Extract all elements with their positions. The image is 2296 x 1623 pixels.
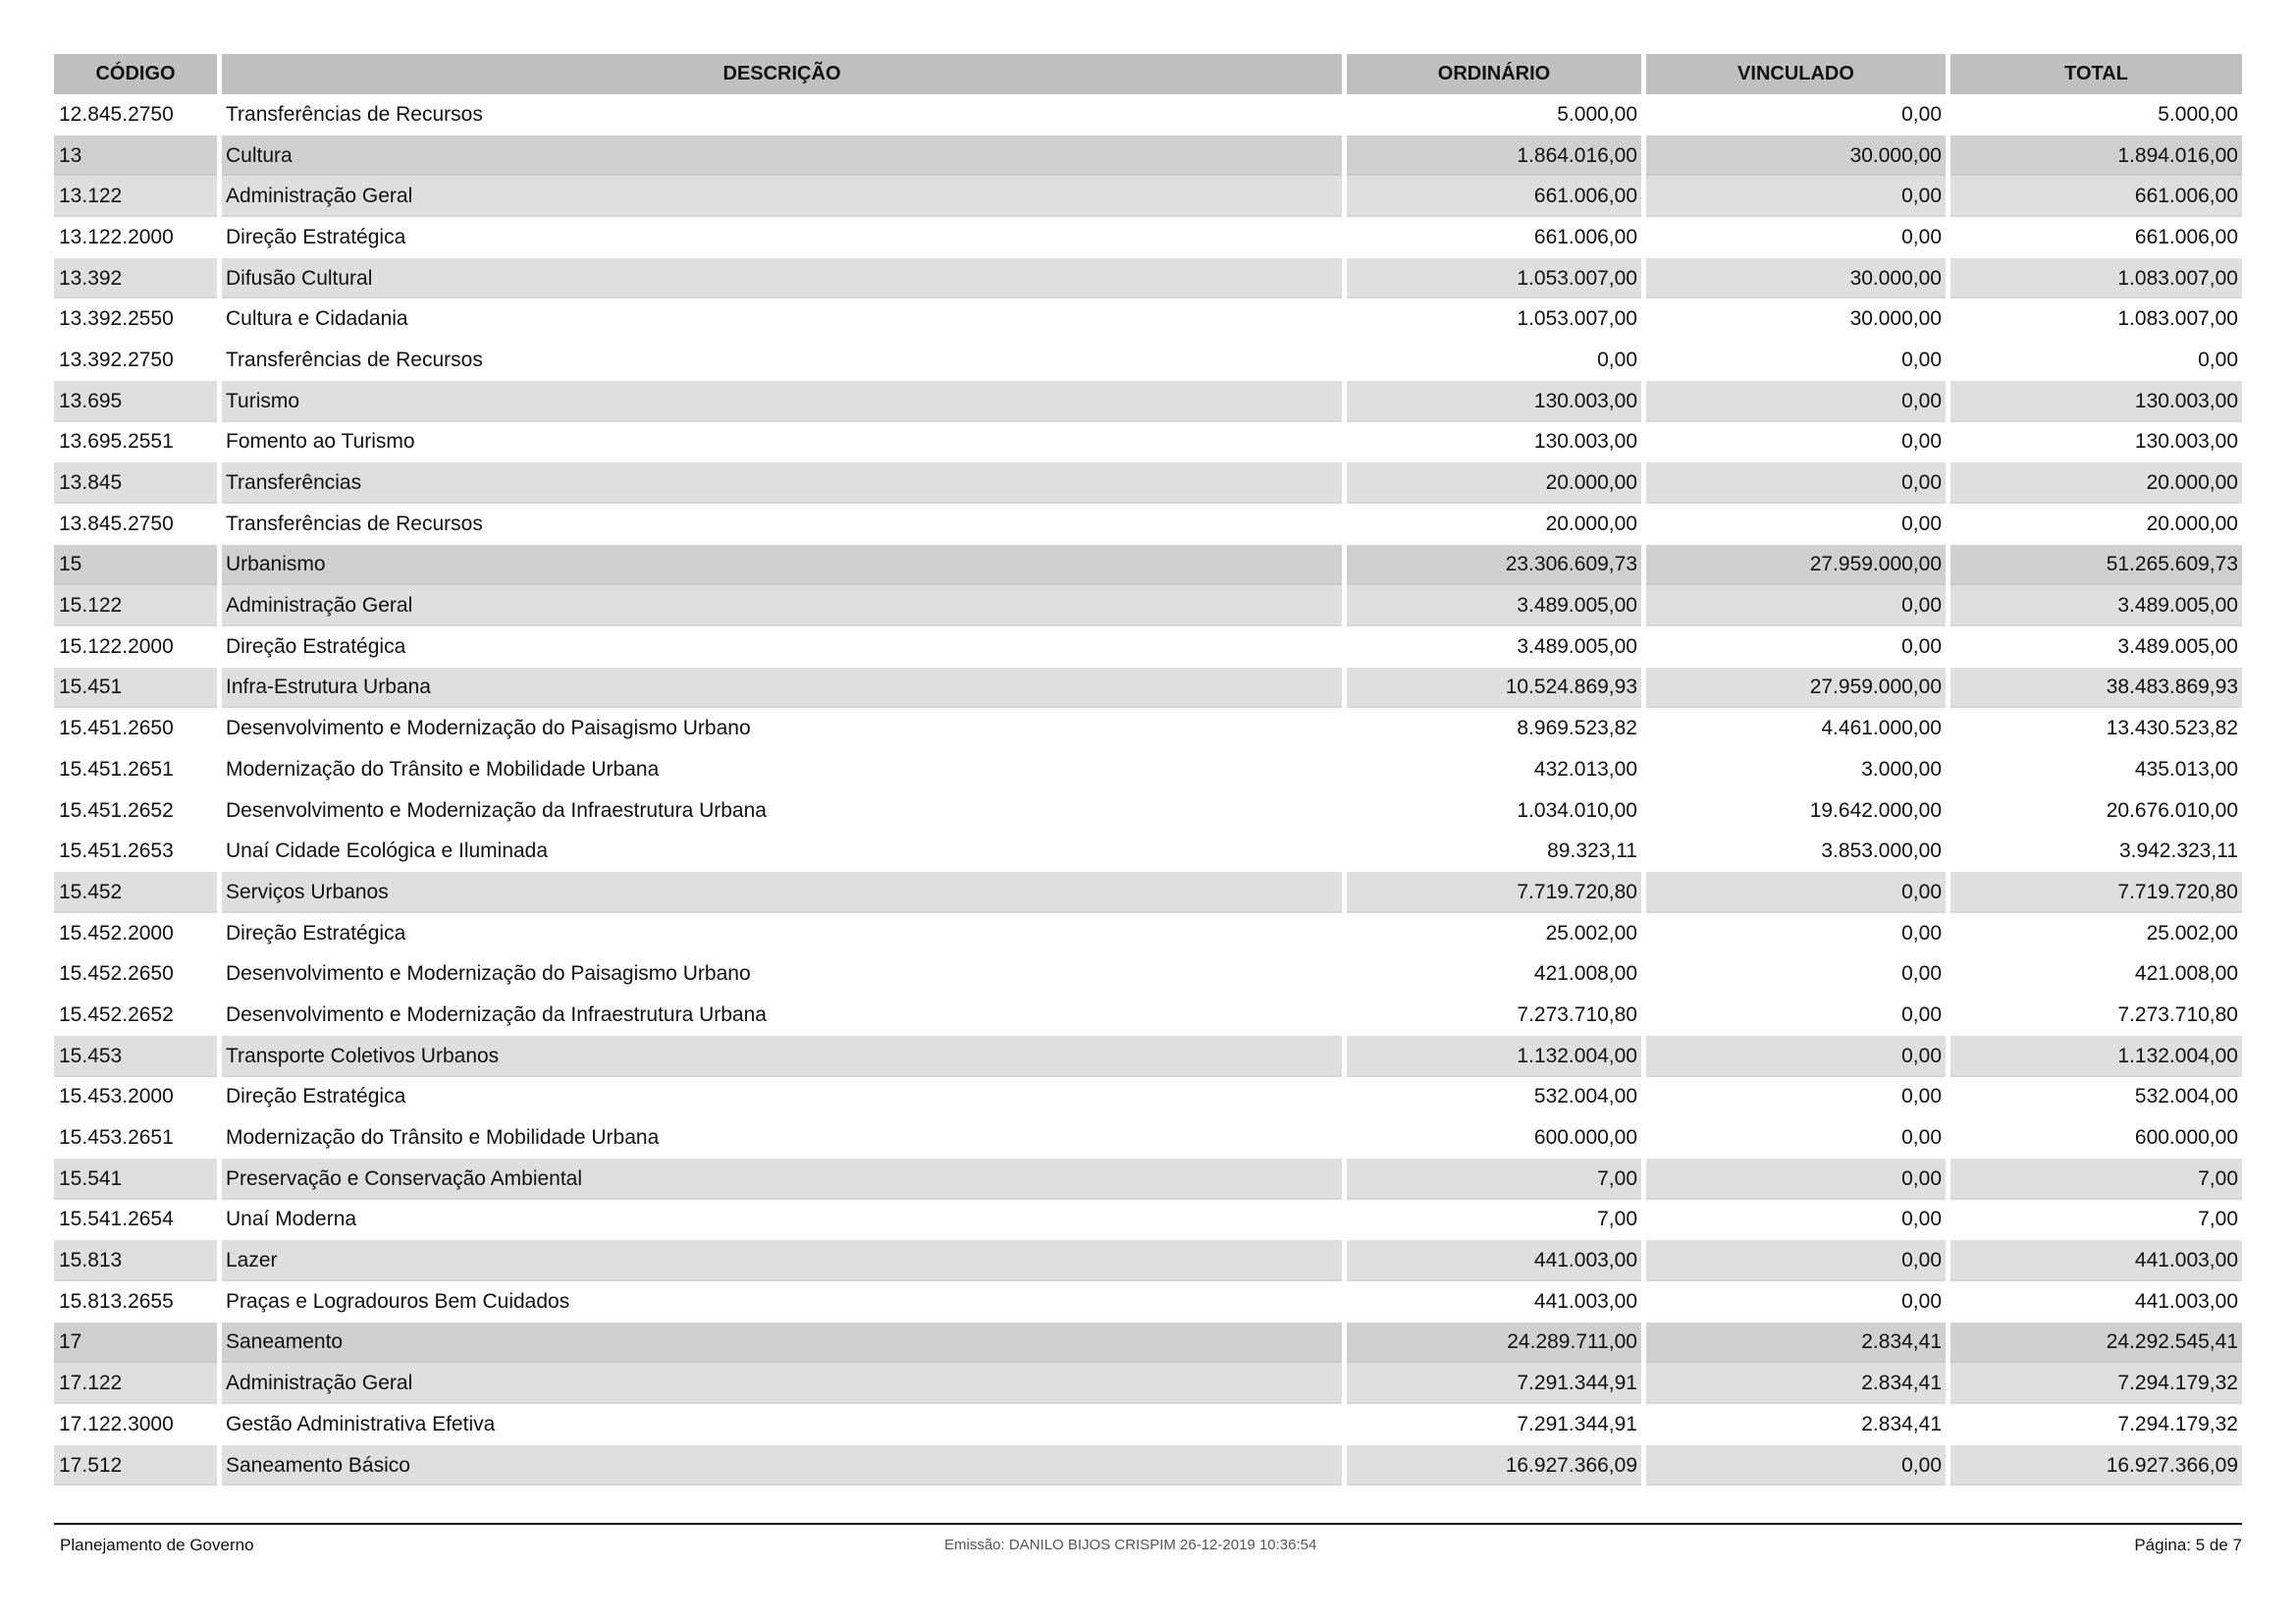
cell-vinculado: 2.834,41 <box>1646 1363 1946 1404</box>
cell-description: Unaí Moderna <box>222 1200 1342 1241</box>
table-row <box>54 258 2242 299</box>
header-total: TOTAL <box>1950 54 2242 94</box>
cell-ordinario: 1.053.007,00 <box>1347 298 1641 340</box>
cell-code: 15.453.2651 <box>54 1117 217 1159</box>
cell-total: 51.265.609,73 <box>1950 545 2242 586</box>
cell-total: 13.430.523,82 <box>1950 708 2242 749</box>
cell-total: 0,00 <box>1950 340 2242 381</box>
cell-code: 15.452.2652 <box>54 995 217 1036</box>
cell-ordinario: 441.003,00 <box>1347 1240 1641 1281</box>
cell-ordinario: 7.719.720,80 <box>1347 872 1641 913</box>
cell-ordinario: 3.489.005,00 <box>1347 585 1641 626</box>
cell-description: Transferências de Recursos <box>222 504 1342 545</box>
cell-total: 3.942.323,11 <box>1950 831 2242 872</box>
table-row <box>54 381 2242 422</box>
cell-total: 20.000,00 <box>1950 462 2242 504</box>
table-row <box>54 176 2242 217</box>
cell-ordinario: 1.132.004,00 <box>1347 1036 1641 1077</box>
cell-ordinario: 1.053.007,00 <box>1347 258 1641 299</box>
cell-description: Transferências de Recursos <box>222 94 1342 135</box>
cell-vinculado: 0,00 <box>1646 217 1946 258</box>
cell-vinculado: 0,00 <box>1646 1240 1946 1281</box>
cell-description: Administração Geral <box>222 585 1342 626</box>
cell-ordinario: 7.291.344,91 <box>1347 1404 1641 1445</box>
cell-description: Serviços Urbanos <box>222 872 1342 913</box>
cell-description: Turismo <box>222 381 1342 422</box>
table-row <box>54 913 2242 954</box>
table-row <box>54 422 2242 463</box>
cell-vinculado: 27.959.000,00 <box>1646 545 1946 586</box>
cell-code: 15.452.2650 <box>54 953 217 995</box>
cell-description: Transferências <box>222 462 1342 504</box>
table-row <box>54 953 2242 995</box>
cell-code: 15.453 <box>54 1036 217 1077</box>
table-row <box>54 995 2242 1036</box>
cell-description: Difusão Cultural <box>222 258 1342 299</box>
cell-total: 441.003,00 <box>1950 1281 2242 1323</box>
cell-total: 1.083.007,00 <box>1950 258 2242 299</box>
cell-vinculado: 0,00 <box>1646 1200 1946 1241</box>
table-row <box>54 831 2242 872</box>
cell-ordinario: 89.323,11 <box>1347 831 1641 872</box>
cell-ordinario: 421.008,00 <box>1347 953 1641 995</box>
table-row <box>54 298 2242 340</box>
cell-ordinario: 1.034.010,00 <box>1347 790 1641 832</box>
table-row <box>54 217 2242 258</box>
cell-total: 7.719.720,80 <box>1950 872 2242 913</box>
cell-total: 435.013,00 <box>1950 749 2242 790</box>
cell-vinculado: 0,00 <box>1646 872 1946 913</box>
cell-code: 15 <box>54 545 217 586</box>
cell-total: 3.489.005,00 <box>1950 626 2242 668</box>
cell-code: 15.453.2000 <box>54 1077 217 1118</box>
footer-emission-info: Emissão: DANILO BIJOS CRISPIM 26-12-2019 10:36:54 <box>944 1537 1317 1553</box>
cell-vinculado: 0,00 <box>1646 1159 1946 1200</box>
cell-total: 20.676.010,00 <box>1950 790 2242 832</box>
cell-description: Desenvolvimento e Modernização da Infraestrutura Urbana <box>222 790 1342 832</box>
cell-ordinario: 0,00 <box>1347 340 1641 381</box>
table-row <box>54 1077 2242 1118</box>
cell-code: 13.392.2550 <box>54 298 217 340</box>
cell-description: Desenvolvimento e Modernização do Paisagismo Urbano <box>222 708 1342 749</box>
cell-code: 13.122.2000 <box>54 217 217 258</box>
header-ordinario: ORDINÁRIO <box>1347 54 1641 94</box>
table-row <box>54 1445 2242 1487</box>
cell-code: 17.512 <box>54 1445 217 1487</box>
cell-code: 13 <box>54 135 217 177</box>
table-row <box>54 872 2242 913</box>
cell-ordinario: 10.524.869,93 <box>1347 668 1641 709</box>
cell-description: Transporte Coletivos Urbanos <box>222 1036 1342 1077</box>
table-row <box>54 708 2242 749</box>
cell-code: 15.122.2000 <box>54 626 217 668</box>
table-row <box>54 790 2242 832</box>
table-row <box>54 668 2242 709</box>
cell-ordinario: 441.003,00 <box>1347 1281 1641 1323</box>
cell-ordinario: 7.273.710,80 <box>1347 995 1641 1036</box>
cell-ordinario: 7.291.344,91 <box>1347 1363 1641 1404</box>
cell-ordinario: 20.000,00 <box>1347 504 1641 545</box>
cell-description: Direção Estratégica <box>222 626 1342 668</box>
cell-code: 15.451 <box>54 668 217 709</box>
cell-total: 7.273.710,80 <box>1950 995 2242 1036</box>
cell-code: 15.451.2653 <box>54 831 217 872</box>
cell-ordinario: 25.002,00 <box>1347 913 1641 954</box>
cell-vinculado: 4.461.000,00 <box>1646 708 1946 749</box>
cell-total: 7.294.179,32 <box>1950 1363 2242 1404</box>
cell-ordinario: 7,00 <box>1347 1159 1641 1200</box>
cell-ordinario: 130.003,00 <box>1347 381 1641 422</box>
cell-code: 15.541.2654 <box>54 1200 217 1241</box>
cell-total: 24.292.545,41 <box>1950 1323 2242 1364</box>
table-row <box>54 1036 2242 1077</box>
cell-total: 7.294.179,32 <box>1950 1404 2242 1445</box>
cell-total: 7,00 <box>1950 1159 2242 1200</box>
budget-table <box>49 54 2247 1486</box>
cell-vinculado: 0,00 <box>1646 1117 1946 1159</box>
cell-ordinario: 600.000,00 <box>1347 1117 1641 1159</box>
cell-description: Saneamento Básico <box>222 1445 1342 1487</box>
cell-description: Infra-Estrutura Urbana <box>222 668 1342 709</box>
cell-code: 13.392 <box>54 258 217 299</box>
cell-description: Cultura <box>222 135 1342 177</box>
cell-description: Lazer <box>222 1240 1342 1281</box>
header-code: CÓDIGO <box>54 54 217 94</box>
cell-vinculado: 0,00 <box>1646 340 1946 381</box>
cell-vinculado: 0,00 <box>1646 626 1946 668</box>
cell-vinculado: 30.000,00 <box>1646 135 1946 177</box>
table-row <box>54 1363 2242 1404</box>
table-header <box>54 54 2242 94</box>
cell-vinculado: 0,00 <box>1646 1445 1946 1487</box>
cell-code: 15.451.2651 <box>54 749 217 790</box>
cell-ordinario: 5.000,00 <box>1347 94 1641 135</box>
table-row <box>54 626 2242 668</box>
cell-description: Direção Estratégica <box>222 1077 1342 1118</box>
table-row <box>54 94 2242 135</box>
cell-description: Administração Geral <box>222 176 1342 217</box>
cell-code: 17.122 <box>54 1363 217 1404</box>
cell-vinculado: 0,00 <box>1646 1281 1946 1323</box>
cell-vinculado: 3.000,00 <box>1646 749 1946 790</box>
cell-ordinario: 23.306.609,73 <box>1347 545 1641 586</box>
cell-total: 1.083.007,00 <box>1950 298 2242 340</box>
cell-description: Saneamento <box>222 1323 1342 1364</box>
table-row <box>54 1240 2242 1281</box>
cell-description: Modernização do Trânsito e Mobilidade Urbana <box>222 1117 1342 1159</box>
cell-code: 17.122.3000 <box>54 1404 217 1445</box>
cell-code: 13.392.2750 <box>54 340 217 381</box>
cell-ordinario: 3.489.005,00 <box>1347 626 1641 668</box>
table-row <box>54 585 2242 626</box>
cell-ordinario: 1.864.016,00 <box>1347 135 1641 177</box>
cell-description: Desenvolvimento e Modernização da Infraestrutura Urbana <box>222 995 1342 1036</box>
cell-vinculado: 0,00 <box>1646 995 1946 1036</box>
cell-total: 20.000,00 <box>1950 504 2242 545</box>
cell-code: 17 <box>54 1323 217 1364</box>
header-description: DESCRIÇÃO <box>222 54 1342 94</box>
cell-total: 16.927.366,09 <box>1950 1445 2242 1487</box>
table-body <box>54 94 2242 1486</box>
cell-vinculado: 2.834,41 <box>1646 1404 1946 1445</box>
cell-vinculado: 0,00 <box>1646 422 1946 463</box>
table-row <box>54 1117 2242 1159</box>
table-row <box>54 749 2242 790</box>
table-row <box>54 1281 2242 1323</box>
cell-vinculado: 30.000,00 <box>1646 258 1946 299</box>
cell-total: 1.894.016,00 <box>1950 135 2242 177</box>
cell-code: 15.451.2650 <box>54 708 217 749</box>
cell-code: 15.452.2000 <box>54 913 217 954</box>
cell-total: 441.003,00 <box>1950 1240 2242 1281</box>
cell-vinculado: 0,00 <box>1646 585 1946 626</box>
cell-code: 15.813.2655 <box>54 1281 217 1323</box>
table-row <box>54 1404 2242 1445</box>
cell-code: 13.845.2750 <box>54 504 217 545</box>
cell-description: Preservação e Conservação Ambiental <box>222 1159 1342 1200</box>
table-row <box>54 504 2242 545</box>
cell-total: 661.006,00 <box>1950 176 2242 217</box>
cell-vinculado: 2.834,41 <box>1646 1323 1946 1364</box>
table-row <box>54 135 2242 177</box>
cell-ordinario: 16.927.366,09 <box>1347 1445 1641 1487</box>
table-row <box>54 1323 2242 1364</box>
table-row <box>54 1200 2242 1241</box>
footer-page-number: Página: 5 de 7 <box>2134 1536 2242 1554</box>
cell-code: 15.813 <box>54 1240 217 1281</box>
cell-total: 5.000,00 <box>1950 94 2242 135</box>
header-row <box>54 54 2242 94</box>
cell-code: 15.122 <box>54 585 217 626</box>
cell-ordinario: 532.004,00 <box>1347 1077 1641 1118</box>
cell-description: Transferências de Recursos <box>222 340 1342 381</box>
cell-vinculado: 30.000,00 <box>1646 298 1946 340</box>
cell-ordinario: 432.013,00 <box>1347 749 1641 790</box>
cell-description: Modernização do Trânsito e Mobilidade Urbana <box>222 749 1342 790</box>
cell-vinculado: 0,00 <box>1646 176 1946 217</box>
cell-vinculado: 0,00 <box>1646 94 1946 135</box>
cell-total: 600.000,00 <box>1950 1117 2242 1159</box>
cell-code: 12.845.2750 <box>54 94 217 135</box>
cell-vinculado: 0,00 <box>1646 1036 1946 1077</box>
cell-total: 38.483.869,93 <box>1950 668 2242 709</box>
table-row <box>54 462 2242 504</box>
cell-ordinario: 8.969.523,82 <box>1347 708 1641 749</box>
cell-total: 3.489.005,00 <box>1950 585 2242 626</box>
cell-vinculado: 3.853.000,00 <box>1646 831 1946 872</box>
cell-vinculado: 0,00 <box>1646 381 1946 422</box>
cell-vinculado: 0,00 <box>1646 953 1946 995</box>
cell-ordinario: 20.000,00 <box>1347 462 1641 504</box>
cell-total: 130.003,00 <box>1950 381 2242 422</box>
cell-ordinario: 7,00 <box>1347 1200 1641 1241</box>
cell-description: Unaí Cidade Ecológica e Iluminada <box>222 831 1342 872</box>
cell-ordinario: 661.006,00 <box>1347 176 1641 217</box>
cell-vinculado: 0,00 <box>1646 1077 1946 1118</box>
cell-vinculado: 0,00 <box>1646 913 1946 954</box>
cell-description: Fomento ao Turismo <box>222 422 1342 463</box>
cell-vinculado: 27.959.000,00 <box>1646 668 1946 709</box>
cell-code: 15.541 <box>54 1159 217 1200</box>
cell-total: 1.132.004,00 <box>1950 1036 2242 1077</box>
cell-description: Praças e Logradouros Bem Cuidados <box>222 1281 1342 1323</box>
cell-vinculado: 0,00 <box>1646 504 1946 545</box>
cell-description: Urbanismo <box>222 545 1342 586</box>
footer-department: Planejamento de Governo <box>60 1536 254 1554</box>
cell-code: 13.122 <box>54 176 217 217</box>
cell-total: 130.003,00 <box>1950 422 2242 463</box>
cell-description: Desenvolvimento e Modernização do Paisagismo Urbano <box>222 953 1342 995</box>
table-row <box>54 340 2242 381</box>
table-row <box>54 1159 2242 1200</box>
cell-description: Direção Estratégica <box>222 217 1342 258</box>
cell-ordinario: 661.006,00 <box>1347 217 1641 258</box>
cell-total: 25.002,00 <box>1950 913 2242 954</box>
cell-code: 13.695 <box>54 381 217 422</box>
cell-description: Direção Estratégica <box>222 913 1342 954</box>
cell-ordinario: 24.289.711,00 <box>1347 1323 1641 1364</box>
cell-code: 13.695.2551 <box>54 422 217 463</box>
cell-description: Gestão Administrativa Efetiva <box>222 1404 1342 1445</box>
footer-divider <box>54 1523 2242 1525</box>
cell-vinculado: 19.642.000,00 <box>1646 790 1946 832</box>
cell-total: 661.006,00 <box>1950 217 2242 258</box>
cell-total: 7,00 <box>1950 1200 2242 1241</box>
cell-ordinario: 130.003,00 <box>1347 422 1641 463</box>
cell-description: Cultura e Cidadania <box>222 298 1342 340</box>
cell-code: 15.452 <box>54 872 217 913</box>
cell-total: 421.008,00 <box>1950 953 2242 995</box>
cell-description: Administração Geral <box>222 1363 1342 1404</box>
cell-total: 532.004,00 <box>1950 1077 2242 1118</box>
table-row <box>54 545 2242 586</box>
cell-vinculado: 0,00 <box>1646 462 1946 504</box>
header-vinculado: VINCULADO <box>1646 54 1946 94</box>
cell-code: 15.451.2652 <box>54 790 217 832</box>
cell-code: 13.845 <box>54 462 217 504</box>
